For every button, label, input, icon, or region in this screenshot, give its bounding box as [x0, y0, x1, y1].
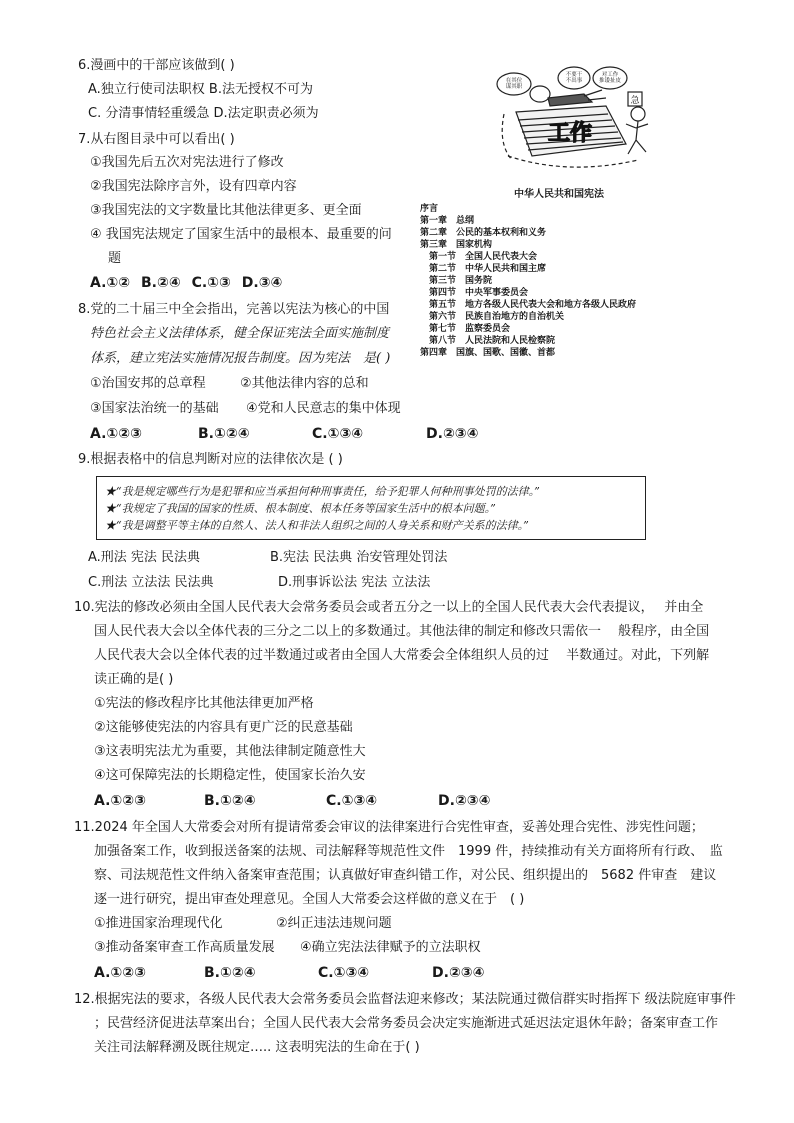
q8-item-3: ③国家法治统一的基础	[90, 401, 219, 416]
q10-item-2: ②这能够使宪法的内容具有更广泛的民意基础	[94, 720, 353, 735]
q7-item-4-cont: 题	[108, 251, 122, 266]
q10-option-c[interactable]: C.①③④	[326, 793, 378, 809]
q10-stem-4: 读正确的是( )	[94, 672, 174, 687]
q8-option-a[interactable]: A.①②③	[90, 426, 142, 442]
q8-stem-3: 体系，建立宪法实施情况报告制度。因为宪法 是( )	[90, 351, 391, 366]
toc-line-11: 第八节 人民法院和人民检察院	[420, 336, 556, 346]
q11-item-4: ④确立宪法法律赋予的立法职权	[300, 940, 481, 955]
q7-options	[90, 273, 288, 293]
pile-label: 工作	[547, 121, 593, 146]
q8-item-1: ①治国安邦的总章程	[90, 376, 206, 391]
q10-item-3: ③这表明宪法尤为重要，其他法律制定随意性大	[94, 744, 366, 759]
q9-quote-2: ★“我规定了我国的国家的性质、根本制度、根本任务等国家生活中的根本问题。”	[105, 502, 496, 515]
q9-quote-1: ★“我是规定哪些行为是犯罪和应当承担何种刑事责任，给予犯罪人何种刑事处罚的法律。”	[105, 485, 540, 498]
q7-option-a[interactable]: A.①②	[90, 275, 131, 291]
q9-option-c[interactable]: C.刑法 立法法 民法典	[88, 575, 214, 590]
q7-item-1: ①我国先后五次对宪法进行了修改	[90, 155, 284, 170]
q8-option-b[interactable]: B.①②④	[198, 426, 250, 442]
q9-option-d[interactable]: D.刑事诉讼法 宪法 立法法	[278, 575, 431, 590]
q7-item-4: ④ 我国宪法规定了国家生活中的最根本、最重要的问	[90, 227, 392, 242]
q7-option-d[interactable]: D.③④	[241, 275, 283, 291]
q9-quote-3: ★“我是调整平等主体的自然人、法人和非法人组织之间的人身关系和财产关系的法律。”	[105, 519, 529, 532]
toc-line-3: 第三章 国家机构	[420, 240, 493, 250]
cartoon-illustration	[488, 64, 668, 176]
toc-line-6: 第三节 国务院	[420, 276, 493, 286]
q8-item-2: ②其他法律内容的总和	[240, 376, 369, 391]
q8-option-d[interactable]: D.②③④	[426, 426, 479, 442]
q10-stem-1: 10.宪法的修改必须由全国人民代表大会常务委员会或者五分之一以上的全国人民代表大会代表提议， 并由全	[74, 600, 704, 615]
q8-item-4: ④党和人民意志的集中体现	[246, 401, 401, 416]
q9-option-a[interactable]: A.刑法 宪法 民法典	[88, 550, 201, 565]
urgent-tag: 急	[630, 96, 640, 106]
q11-item-1: ①推进国家治理现代化	[94, 916, 223, 931]
q10-item-1: ①宪法的修改程序比其他法律更加严格	[94, 696, 314, 711]
q8-stem-2: 特色社会主义法律体系，健全保证宪法全面实施制度	[90, 326, 390, 341]
toc-line-4: 第一节 全国人民代表大会	[420, 252, 538, 262]
q6-stem: 6.漫画中的干部应该做到( )	[78, 58, 235, 73]
q10-option-a[interactable]: A.①②③	[94, 793, 146, 809]
q11-stem-4: 逐一进行研究，提出审查处理意见。全国人大常委会这样做的意义在于 ( )	[94, 892, 525, 907]
q11-stem-1: 11.2024 年全国人大常委会对所有提请常委会审议的法律案进行合宪性审查，妥善处理合宪性、涉宪性问题；	[74, 820, 704, 835]
q10-stem-3: 人民代表大会以全体代表的过半数通过或者由全国人大常委会全体组织人员的过 半数通过。对此，下列解	[94, 648, 710, 663]
q10-option-b[interactable]: B.①②④	[204, 793, 256, 809]
q9-quote-box	[96, 476, 646, 540]
toc-line-9: 第六节 民族自治地方的自治机关	[420, 312, 565, 322]
bubble2-text: 不要干不出事	[565, 72, 583, 84]
q7-option-c[interactable]: C.①③	[191, 275, 231, 291]
q7-item-3: ③我国宪法的文字数量比其他法律更多、更全面	[90, 203, 362, 218]
q10-option-d[interactable]: D.②③④	[438, 793, 491, 809]
bubble1-text: 在其位谋其职	[505, 78, 523, 90]
q9-option-b[interactable]: B.宪法 民法典 治安管理处罚法	[270, 550, 448, 565]
q7-stem: 7.从右图目录中可以看出( )	[78, 132, 235, 147]
bubble3-text: 对工作推诿扯皮	[598, 72, 622, 84]
q11-option-a[interactable]: A.①②③	[94, 965, 146, 981]
q11-option-c[interactable]: C.①③④	[318, 965, 370, 981]
toc-line-5: 第二节 中华人民共和国主席	[420, 264, 547, 274]
q11-option-d[interactable]: D.②③④	[432, 965, 485, 981]
q11-stem-2: 加强备案工作，收到报送备案的法规、司法解释等规范性文件 1999 件，持续推动有关方面将所有行政、 监	[94, 844, 723, 859]
toc-line-1: 第一章 总纲	[420, 216, 475, 226]
q8-stem-1: 8.党的二十届三中全会指出，完善以宪法为核心的中国	[78, 302, 390, 317]
q10-item-4: ④这可保障宪法的长期稳定性，使国家长治久安	[94, 768, 366, 783]
q11-item-2: ②纠正违法违规问题	[276, 916, 392, 931]
q12-stem-3: 关注司法解释溯及既往规定….. 这表明宪法的生命在于( )	[94, 1040, 420, 1055]
q6-options-line1: A.独立行使司法职权 B.法无授权不可为	[88, 82, 313, 97]
toc-line-8: 第五节 地方各级人民代表大会和地方各级人民政府	[420, 300, 637, 310]
toc-line-10: 第七节 监察委员会	[420, 324, 511, 334]
toc-line-12: 第四章 国旗、国歌、国徽、首都	[420, 348, 556, 358]
toc-line-0: 序言	[420, 204, 439, 214]
q9-stem: 9.根据表格中的信息判断对应的法律依次是 ( )	[78, 452, 343, 467]
toc-title: 中华人民共和国宪法	[514, 189, 604, 200]
q11-stem-3: 察、司法规范性文件纳入备案审查范围；认真做好审查纠错工作，对公民、组织提出的 5682 件审查 建议	[94, 868, 717, 883]
q8-option-c[interactable]: C.①③④	[312, 426, 364, 442]
q11-option-b[interactable]: B.①②④	[204, 965, 256, 981]
q12-stem-2: ；民营经济促进法草案出台；全国人民代表大会常务委员会决定实施渐进式延迟法定退休年龄；备案审查工作	[94, 1016, 719, 1031]
q10-stem-2: 国人民代表大会以全体代表的三分之二以上的多数通过。其他法律的制定和修改只需依一 般程序，由全国	[94, 624, 710, 639]
q6-options-line2: C. 分清事情轻重缓急 D.法定职责必须为	[88, 106, 319, 121]
q7-option-b[interactable]: B.②④	[141, 275, 181, 291]
q12-stem-1: 12.根据宪法的要求，各级人民代表大会常务委员会监督法迎来修改；某法院通过微信群实时指挥下 级法院庭审事件	[74, 992, 736, 1007]
toc-line-7: 第四节 中央军事委员会	[420, 288, 529, 298]
q7-item-2: ②我国宪法除序言外，设有四章内容	[90, 179, 297, 194]
toc-line-2: 第二章 公民的基本权利和义务	[420, 228, 547, 238]
q11-item-3: ③推动备案审查工作高质量发展	[94, 940, 275, 955]
